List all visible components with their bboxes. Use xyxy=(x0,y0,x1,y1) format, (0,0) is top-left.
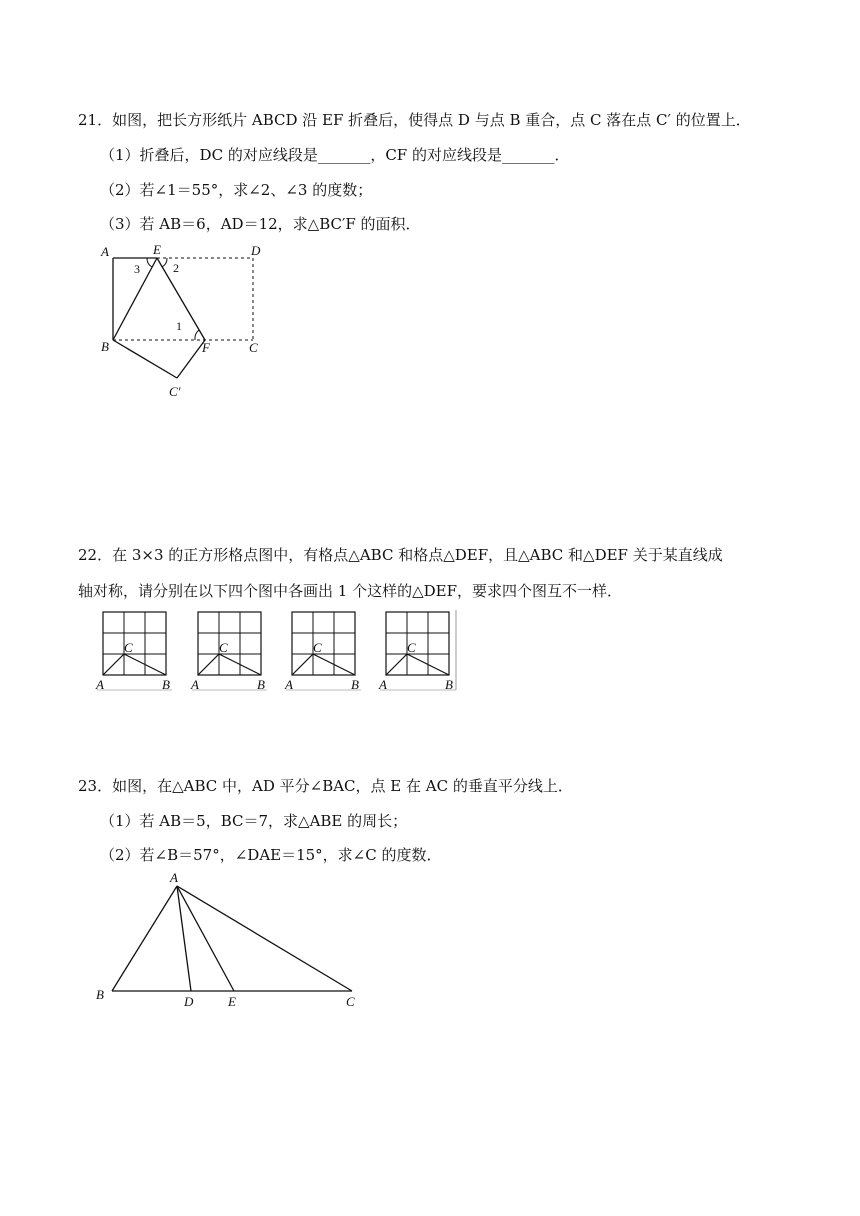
q21-part2: （2）若∠1＝55°，求∠2、∠3 的度数； xyxy=(100,181,373,199)
label-B: B xyxy=(101,339,109,354)
segment-BCp xyxy=(113,340,177,378)
q22-grid-4 xyxy=(378,608,462,696)
label-A: A xyxy=(101,244,109,259)
q22-grid-3 xyxy=(284,608,364,696)
q21-figure xyxy=(95,240,275,402)
label-C: C xyxy=(407,640,416,655)
label-B: B xyxy=(96,987,104,1002)
label-E: E xyxy=(153,242,161,257)
label-C: C xyxy=(346,994,355,1009)
label-A: A xyxy=(96,677,104,692)
label-A: A xyxy=(170,870,178,885)
label-B: B xyxy=(351,677,359,692)
label-E: E xyxy=(228,994,236,1009)
q23-figure xyxy=(90,866,370,1014)
label-D: D xyxy=(184,994,194,1009)
segment-AC xyxy=(198,654,219,675)
angle-2-arc xyxy=(162,258,167,267)
segment-AC xyxy=(292,654,313,675)
q22-grid-2 xyxy=(190,608,270,696)
label-A: A xyxy=(379,677,387,692)
label-B: B xyxy=(257,677,265,692)
label-C: C xyxy=(313,640,322,655)
segment-AC xyxy=(103,654,124,675)
label-Cprime: C′ xyxy=(169,384,181,399)
q21-part3: （3）若 AB＝6，AD＝12，求△BC′F 的面积． xyxy=(100,215,421,233)
segment-AC xyxy=(386,654,407,675)
q23-part2: （2）若∠B＝57°，∠DAE＝15°，求∠C 的度数． xyxy=(100,846,442,864)
segment-AD xyxy=(177,886,191,991)
q23-part1: （1）若 AB＝5，BC＝7，求△ABE 的周长； xyxy=(100,812,408,830)
segment-AE xyxy=(177,886,234,991)
q22-stem-line2: 轴对称，请分别在以下四个图中各画出 1 个这样的△DEF，要求四个图互不一样． xyxy=(78,582,623,600)
label-F: F xyxy=(202,340,210,355)
q21-part1: （1）折叠后，DC 的对应线段是_______，CF 的对应线段是_______． xyxy=(100,146,570,164)
q23-stem: 23．如图，在△ABC 中，AD 平分∠BAC，点 E 在 AC 的垂直平分线上． xyxy=(78,777,573,795)
q22-stem-line1: 22．在 3×3 的正方形格点图中，有格点△ABC 和格点△DEF，且△ABC 和△DEF 关于某直线成 xyxy=(78,546,723,564)
angle-3-arc xyxy=(147,258,152,267)
label-angle-2: 2 xyxy=(173,261,179,275)
label-C: C xyxy=(124,640,133,655)
label-A: A xyxy=(285,677,293,692)
q22-grid-1 xyxy=(95,608,175,696)
q21-stem: 21．如图，把长方形纸片 ABCD 沿 EF 折叠后，使得点 D 与点 B 重合，点 C 落在点 C′ 的位置上． xyxy=(78,111,751,129)
label-angle-3: 3 xyxy=(134,262,140,276)
label-B: B xyxy=(445,677,453,692)
label-C: C xyxy=(219,640,228,655)
label-angle-1: 1 xyxy=(176,319,182,333)
segment-CpF xyxy=(177,340,205,378)
label-A: A xyxy=(191,677,199,692)
label-B: B xyxy=(162,677,170,692)
angle-1-arc xyxy=(195,330,199,340)
label-C: C xyxy=(249,340,258,355)
segment-AB xyxy=(112,886,177,991)
segment-AC xyxy=(177,886,352,991)
label-D: D xyxy=(251,243,261,258)
